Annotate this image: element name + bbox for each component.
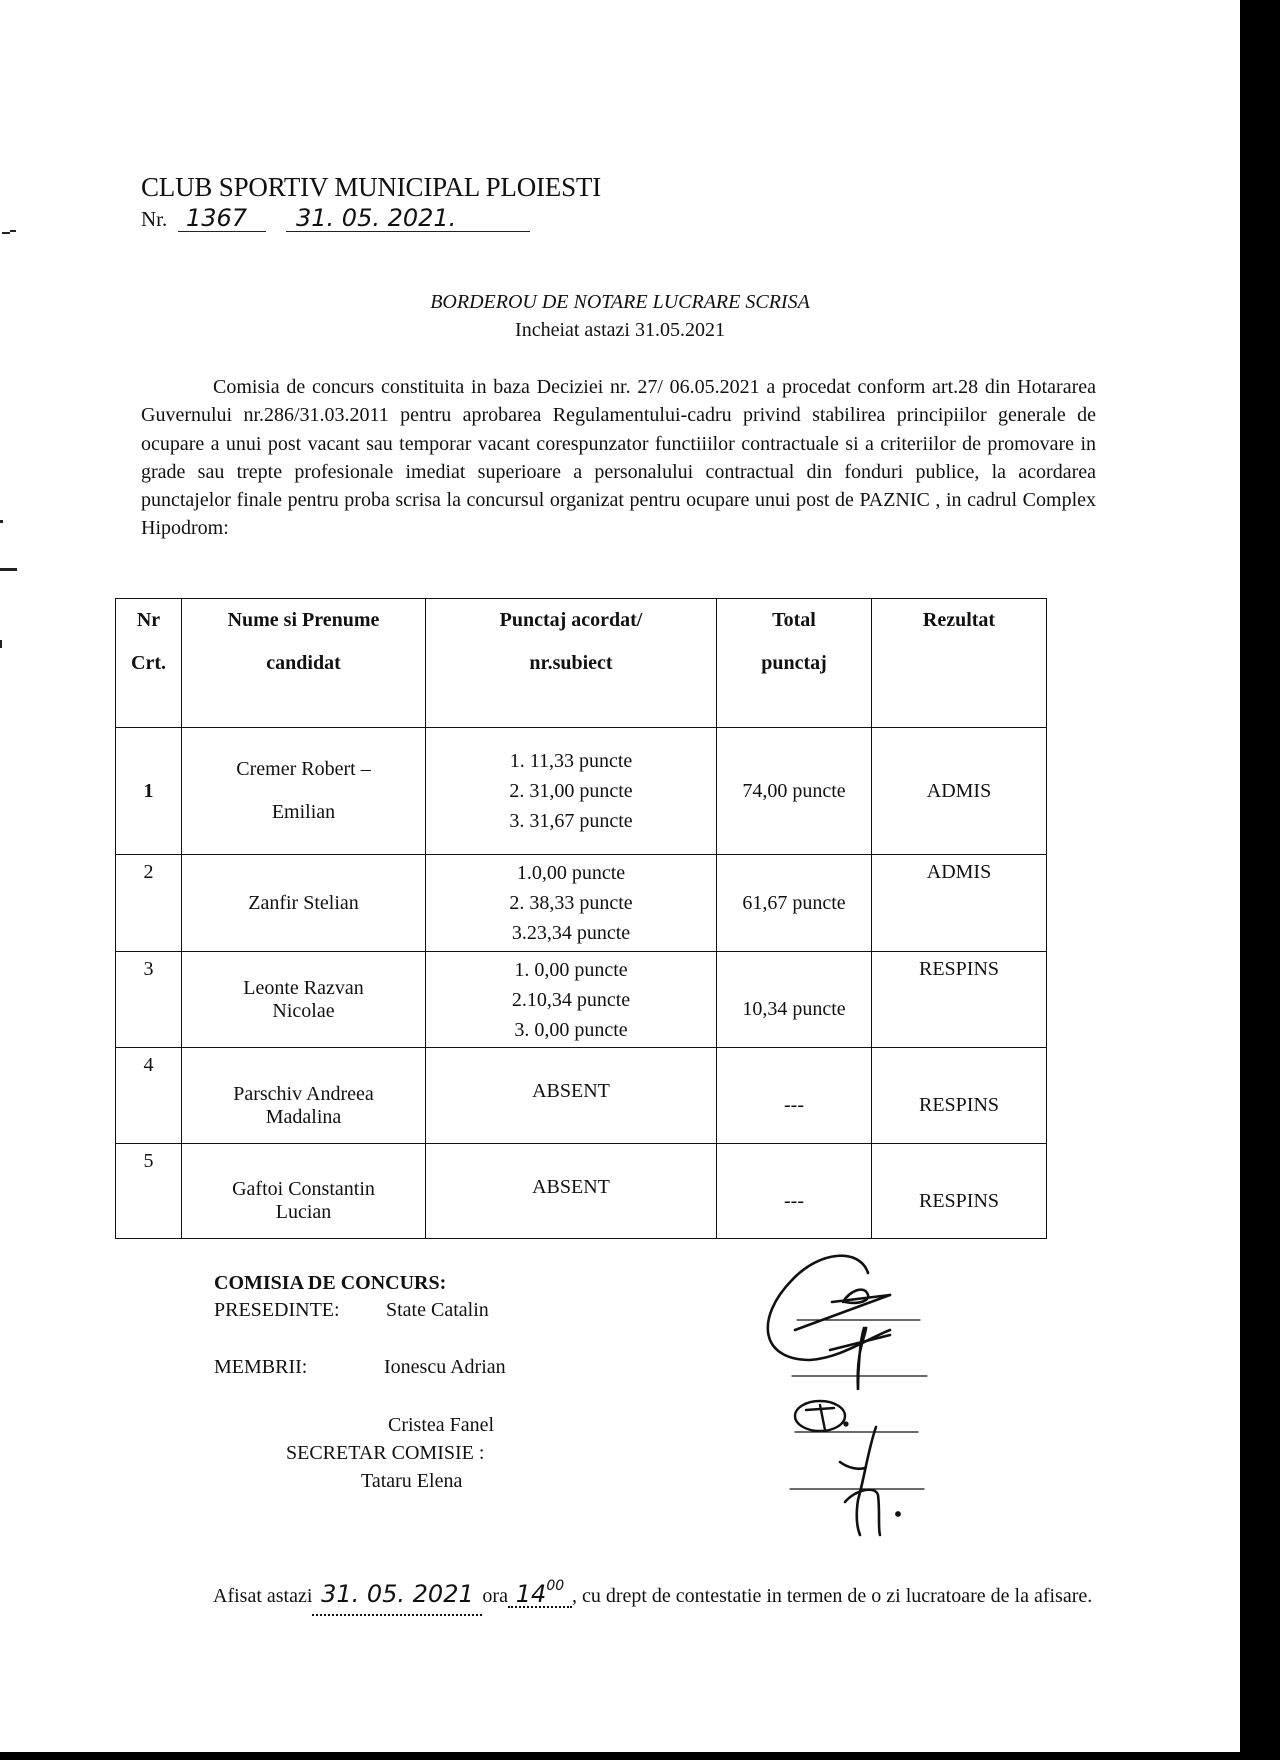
row-scores: ABSENT [426,1144,717,1239]
hour-handwritten: 14 [515,1580,547,1608]
row-nr: 3 [116,952,182,1048]
table-row [116,952,1047,1048]
row-total: 74,00 puncte [717,728,872,855]
table-header-row [116,599,1047,728]
scan-border-bottom [0,1752,1280,1760]
header-name: Nume si Prenume candidat [182,599,426,728]
row-result: ADMIS [872,855,1047,952]
row-candidate: Gaftoi Constantin Lucian [182,1144,426,1239]
table-row [116,1144,1047,1239]
row-nr: 4 [116,1048,182,1144]
row-nr: 2 [116,855,182,952]
registration-label: Nr. [141,207,168,231]
row-candidate: Parschiv Andreea Madalina [182,1048,426,1144]
scan-speck [10,230,16,232]
row-scores: ABSENT [426,1048,717,1144]
scan-speck [0,520,3,523]
hour-minutes-handwritten: 00 [546,1578,565,1594]
document-date: Incheiat astazi 31.05.2021 [515,319,725,341]
header-nr: Nr Crt. [116,599,182,728]
header-result: Rezultat [872,599,1047,728]
commission-members [214,1354,506,1380]
president-name: State Catalin [386,1299,489,1321]
header-total: Total punctaj [717,599,872,728]
registration-date-underline [286,231,530,232]
signature-secretary [840,1427,900,1535]
posted-date-field [312,1574,482,1616]
row-total: 10,34 puncte [717,952,872,1048]
signature-block [740,1240,960,1540]
row-nr: 1 [116,728,182,855]
table-row [116,1048,1047,1144]
registration-date: 31. 05. 2021. [296,204,457,230]
posted-date-dots [312,1618,482,1619]
registration-date-handwriting [290,200,530,230]
row-result: RESPINS [872,1144,1047,1239]
row-candidate: Zanfir Stelian [182,855,426,952]
row-scores: 1. 11,33 puncte 2. 31,00 puncte 3. 31,67 puncte [426,728,717,855]
signature-member-1 [830,1328,890,1390]
registration-number-handwriting [182,200,266,230]
signature-president [768,1256,890,1360]
secretary-name: Tataru Elena [361,1470,463,1492]
members-label: MEMBRII: [214,1356,308,1378]
row-total: --- [717,1048,872,1144]
hour-field [508,1566,572,1608]
member-name: Ionescu Adrian [384,1356,506,1378]
table-row [116,855,1047,952]
commission-title: COMISIA DE CONCURS: [214,1272,447,1294]
posting-notice [141,1566,1096,1616]
row-scores: 1.0,00 puncte 2. 38,33 puncte 3.23,34 puncte [426,855,717,952]
organization-name: CLUB SPORTIV MUNICIPAL PLOIESTI [141,172,601,202]
signature-member-2 [795,1401,847,1431]
registration-number-underline [178,231,266,232]
row-scores: 1. 0,00 puncte 2.10,34 puncte 3. 0,00 puncte [426,952,717,1048]
commission-president [214,1297,489,1323]
row-total: 61,67 puncte [717,855,872,952]
scan-speck [0,640,2,648]
posted-date-handwritten: 31. 05. 2021 [312,1574,482,1616]
registration-number: 1367 [186,204,248,230]
score-table [115,598,1047,1239]
document-title: BORDEROU DE NOTARE LUCRARE SCRISA [430,291,810,313]
scan-speck [0,568,17,571]
row-result: RESPINS [872,952,1047,1048]
scan-speck [2,232,10,234]
hour-label: ora [482,1585,508,1607]
intro-text: Comisia de concurs constituita in baza Deciziei nr. 27/ 06.05.2021 a procedat conform art.28 din Hotararea Guvernului nr.286/31.03.2011 pentru aprobarea Regulamentului-cadru privind stabilirea principiilor generale de ocupare a unui post vacant sau temporar vacant corespunzator functiiilor contractuale si a criteriilor de promovare in grade sau trepte profesionale imediat superioare a personalului contractual din fonduri publice, la acordarea punctajelor finale pentru proba scrisa la concursul organizat pentru ocupare unui post de PAZNIC , in cadrul Complex Hipodrom: [141,376,1096,540]
secretary-label: SECRETAR COMISIE : [286,1442,485,1464]
row-result: ADMIS [872,728,1047,855]
row-candidate: Cremer Robert – Emilian [182,728,426,855]
president-label: PRESEDINTE: [214,1299,340,1321]
member-name: Cristea Fanel [388,1414,495,1436]
scan-border-right [1240,0,1280,1760]
intro-paragraph [141,373,1096,543]
header-scores: Punctaj acordat/ nr.subiect [426,599,717,728]
posting-notice-text: , cu drept de contestatie in termen de o zi lucratoare de la afisare. [571,1585,1093,1607]
hour-dots [508,1610,572,1611]
row-total: --- [717,1144,872,1239]
row-candidate: Leonte Razvan Nicolae [182,952,426,1048]
row-result: RESPINS [872,1048,1047,1144]
posted-label: Afisat astazi [213,1585,313,1607]
row-nr: 5 [116,1144,182,1239]
table-row [116,728,1047,855]
